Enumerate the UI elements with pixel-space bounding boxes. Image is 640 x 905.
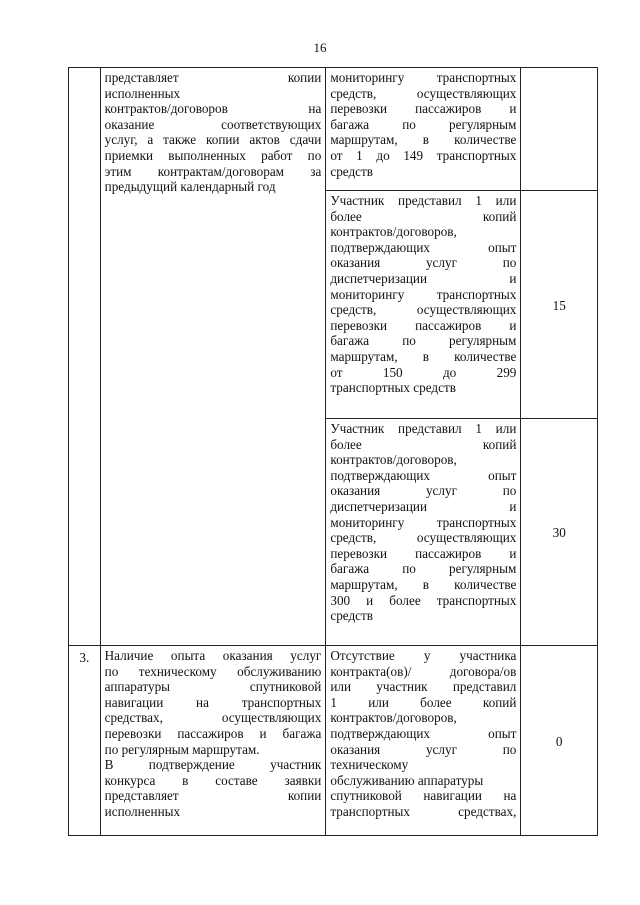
- condition-line: 300 и более транспортных: [330, 592, 517, 608]
- condition-line: средств, осуществляющих: [330, 85, 517, 101]
- table-row: [69, 68, 598, 191]
- criterion-cell: [100, 646, 326, 836]
- criterion-line: навигации на транспортных: [104, 694, 322, 710]
- criterion-line: исполненных: [104, 803, 181, 819]
- condition-line: техническому: [330, 757, 409, 773]
- score-cell: 0: [521, 646, 598, 836]
- criterion-line: по техническому обслуживанию: [104, 663, 322, 679]
- condition-line: багажа по регулярным: [330, 561, 517, 577]
- condition-cell: [326, 68, 521, 191]
- condition-line: подтверждающих опыт: [330, 467, 517, 483]
- criterion-line: этим контрактам/договорам за: [104, 163, 322, 179]
- condition-line: Отсутствие у участника: [330, 648, 517, 663]
- condition-line: более копий: [330, 208, 517, 224]
- criterion-line: услуг, а также копии актов сдачи: [104, 132, 322, 148]
- condition-line: средств: [330, 163, 374, 179]
- condition-line: обслуживанию аппаратуры: [330, 772, 484, 788]
- condition-line: контрактов/договоров,: [330, 452, 457, 468]
- condition-line: контрактов/договоров,: [330, 224, 457, 240]
- criterion-line: контрактов/договоров на: [104, 101, 322, 117]
- criterion-line: предыдущий календарный год: [104, 179, 276, 195]
- condition-line: спутниковой навигации на: [330, 788, 517, 804]
- condition-line: транспортных средствах,: [330, 803, 517, 819]
- condition-cell: [326, 191, 521, 419]
- condition-line: средств, осуществляющих: [330, 530, 517, 546]
- condition-line: перевозки пассажиров и: [330, 101, 517, 117]
- table-row: [69, 646, 598, 836]
- condition-line: 1 или более копий: [330, 694, 517, 710]
- condition-line: маршрутам, в количестве: [330, 576, 517, 592]
- criterion-line: оказание соответствующих: [104, 116, 322, 132]
- criterion-line: Наличие опыта оказания услуг: [104, 648, 322, 663]
- condition-line: багажа по регулярным: [330, 116, 517, 132]
- score-cell: 15: [521, 191, 598, 419]
- score-cell: [521, 68, 598, 191]
- condition-cell: [326, 419, 521, 646]
- condition-line: оказания услуг по: [330, 741, 517, 757]
- condition-line: перевозки пассажиров и: [330, 317, 517, 333]
- condition-cell: [326, 646, 521, 836]
- criterion-line: приемки выполненных работ по: [104, 147, 322, 163]
- criterion-line: представляет копии: [104, 788, 322, 804]
- score-cell: 30: [521, 419, 598, 646]
- condition-line: подтверждающих опыт: [330, 725, 517, 741]
- criterion-line: конкурса в составе заявки: [104, 772, 322, 788]
- condition-line: или участник представил: [330, 679, 517, 695]
- criterion-line: В подтверждение участник: [104, 757, 322, 773]
- criterion-line: по регулярным маршрутам.: [104, 741, 260, 757]
- condition-line: от 1 до 149 транспортных: [330, 147, 517, 163]
- condition-line: подтверждающих опыт: [330, 239, 517, 255]
- condition-line: оказания услуг по: [330, 483, 517, 499]
- row-number-cell: [69, 68, 101, 646]
- condition-line: мониторингу транспортных: [330, 70, 517, 85]
- condition-line: мониторингу транспортных: [330, 286, 517, 302]
- condition-line: перевозки пассажиров и: [330, 545, 517, 561]
- condition-line: более копий: [330, 436, 517, 452]
- criterion-line: представляет копии: [104, 70, 322, 85]
- condition-line: транспортных средств: [330, 380, 456, 396]
- criterion-line: перевозки пассажиров и багажа: [104, 725, 322, 741]
- condition-line: Участник представил 1 или: [330, 421, 517, 436]
- condition-line: диспетчеризации и: [330, 498, 517, 514]
- condition-line: маршрутам, в количестве: [330, 132, 517, 148]
- condition-line: контрактов/договоров,: [330, 710, 457, 726]
- criterion-cell: [100, 68, 326, 646]
- row-number-cell: 3.: [69, 646, 101, 836]
- condition-line: оказания услуг по: [330, 255, 517, 271]
- condition-line: маршрутам, в количестве: [330, 348, 517, 364]
- criterion-line: средствах, осуществляющих: [104, 710, 322, 726]
- condition-line: средств: [330, 608, 374, 624]
- criterion-line: исполненных: [104, 85, 181, 101]
- criterion-line: аппаратуры спутниковой: [104, 679, 322, 695]
- condition-line: диспетчеризации и: [330, 270, 517, 286]
- condition-line: Участник представил 1 или: [330, 193, 517, 208]
- condition-line: средств, осуществляющих: [330, 302, 517, 318]
- condition-line: контракта(ов)/ договора/ов: [330, 663, 517, 679]
- condition-line: от 150 до 299: [330, 364, 517, 380]
- condition-line: мониторингу транспортных: [330, 514, 517, 530]
- page-number: 16: [313, 40, 327, 55]
- criteria-table: [68, 67, 598, 836]
- condition-line: багажа по регулярным: [330, 333, 517, 349]
